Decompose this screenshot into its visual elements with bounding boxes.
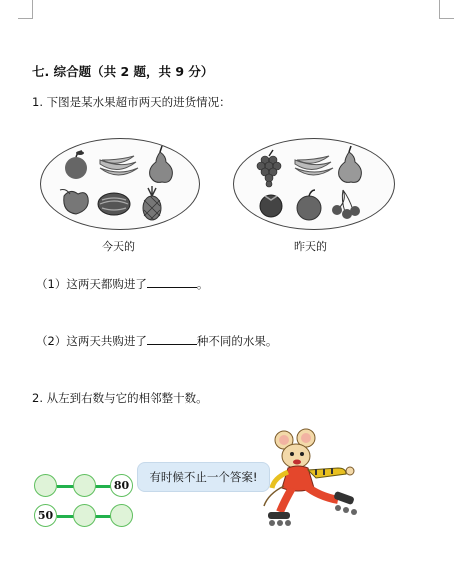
question-1-prompt: 1. 下图是某水果超市两天的进货情况： bbox=[32, 95, 231, 109]
yesterday-fruits-illustration bbox=[233, 138, 395, 230]
number-circle-row1-3: 80 bbox=[110, 474, 133, 497]
corner-mark-left-h bbox=[18, 18, 33, 19]
today-fruits-illustration bbox=[40, 138, 200, 230]
part-2-end: 种不同的水果。 bbox=[196, 334, 278, 348]
question-2-prompt: 2. 从左到右数与它的相邻整十数。 bbox=[32, 391, 208, 405]
part-2-text: （2）这两天共购进了 bbox=[36, 334, 147, 348]
watermelon-icon bbox=[98, 193, 130, 215]
yesterday-caption: 昨天的 bbox=[294, 240, 327, 253]
pear-icon bbox=[150, 146, 173, 182]
corner-mark-left bbox=[32, 0, 33, 18]
corner-mark-right bbox=[439, 0, 440, 18]
section-heading: 七. 综合题（共 2 题，共 9 分） bbox=[32, 64, 214, 79]
today-caption: 今天的 bbox=[102, 240, 135, 253]
hint-speech-bubble: 有时候不止一个答案! bbox=[137, 462, 270, 492]
part-1-end: 。 bbox=[196, 277, 209, 291]
banana-icon bbox=[295, 156, 333, 175]
answer-blank-2[interactable] bbox=[147, 333, 197, 345]
apple-icon bbox=[297, 190, 321, 220]
cherry-icon bbox=[332, 190, 360, 219]
number-circle-row2-1: 50 bbox=[34, 504, 57, 527]
chain-link bbox=[95, 515, 111, 518]
corner-mark-right-h bbox=[439, 18, 454, 19]
number-circle-row1-1[interactable] bbox=[34, 474, 57, 497]
pineapple-icon bbox=[143, 186, 161, 220]
tomato-icon bbox=[260, 195, 282, 217]
banana-icon bbox=[100, 156, 138, 175]
number-circle-row1-2[interactable] bbox=[73, 474, 96, 497]
chain-link bbox=[95, 485, 111, 488]
answer-blank-1[interactable] bbox=[147, 276, 197, 288]
mouse-mascot-illustration bbox=[262, 428, 366, 534]
question-1-part-2 bbox=[36, 333, 277, 349]
pear-icon bbox=[339, 146, 362, 182]
peach-icon bbox=[60, 190, 88, 215]
number-circle-row2-2[interactable] bbox=[73, 504, 96, 527]
part-1-text: （1）这两天都购进了 bbox=[36, 277, 147, 291]
number-circle-row2-3[interactable] bbox=[110, 504, 133, 527]
question-1-part-1 bbox=[36, 276, 208, 292]
grapes-icon bbox=[257, 150, 281, 187]
apple-icon bbox=[65, 151, 87, 179]
